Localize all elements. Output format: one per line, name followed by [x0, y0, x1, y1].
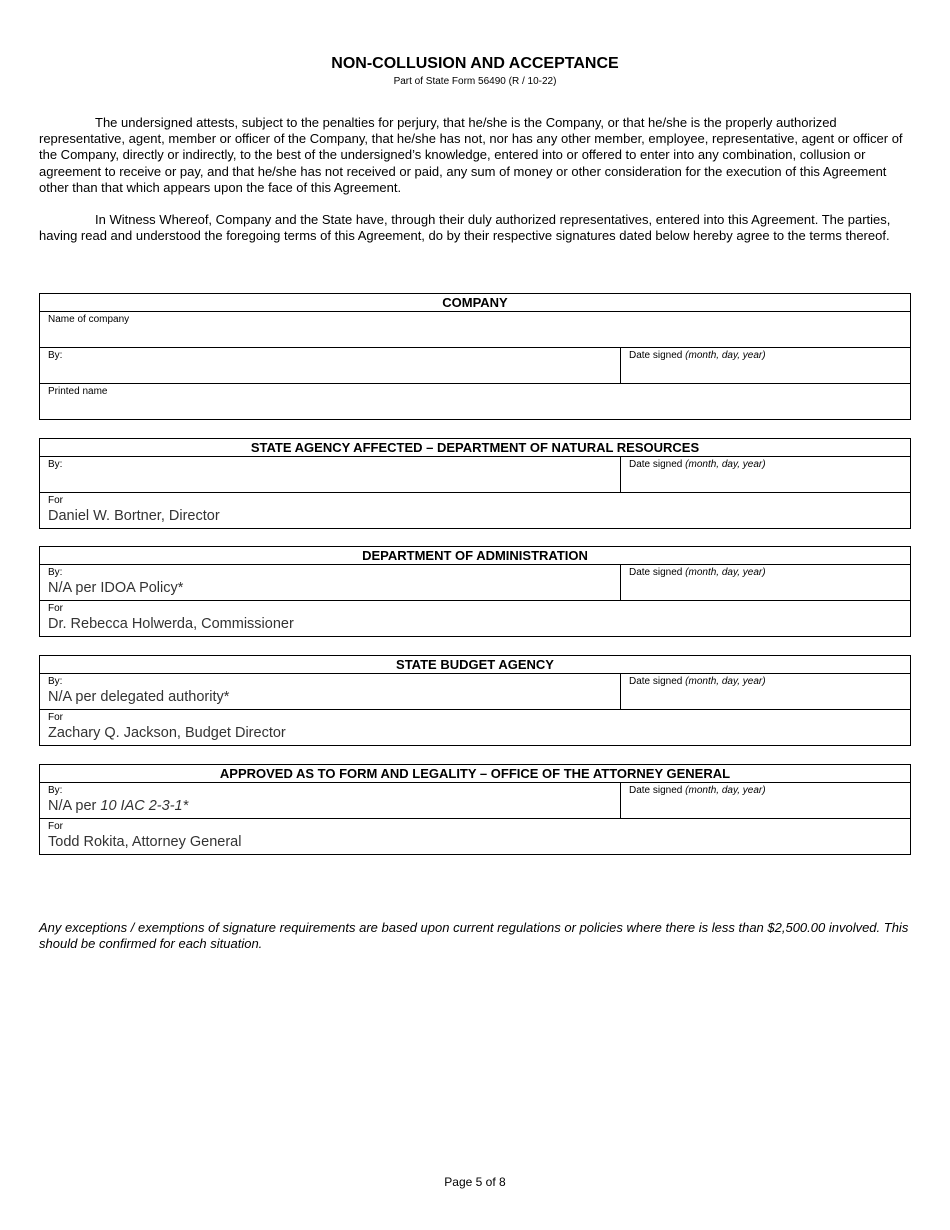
company-date-field[interactable]: [620, 348, 910, 383]
company-signature-row: [40, 348, 910, 384]
sba-signature-row: [40, 674, 910, 710]
company-section-title: COMPANY: [40, 294, 910, 312]
dnr-date-field[interactable]: [620, 457, 910, 492]
ag-for-value: Todd Rokita, Attorney General: [48, 834, 242, 850]
sba-for-label: For: [48, 712, 63, 723]
dnr-for-field: [40, 493, 910, 528]
idoa-for-field: [40, 601, 910, 636]
ag-date-field[interactable]: [620, 783, 910, 818]
dnr-for-value: Daniel W. Bortner, Director: [48, 508, 220, 524]
exemption-note: Any exceptions / exemptions of signature requirements are based upon current regulations or policies where there is less than $2,500.00 involved. This should be confirmed for each situation.: [39, 920, 909, 952]
ag-by-value: N/A per 10 IAC 2-3-1*: [48, 798, 189, 814]
idoa-by-value: N/A per IDOA Policy*: [48, 580, 184, 596]
dnr-for-row: [40, 493, 910, 528]
ag-signature-row: [40, 783, 910, 819]
idoa-date-label: Date signed (month, day, year): [629, 567, 766, 578]
sba-by-field[interactable]: [40, 674, 620, 709]
company-printed-name-row: [40, 384, 910, 419]
dnr-section: [39, 438, 911, 529]
ag-for-row: [40, 819, 910, 854]
sba-section: [39, 655, 911, 746]
sba-date-label: Date signed (month, day, year): [629, 676, 766, 687]
idoa-section: [39, 546, 911, 637]
idoa-signature-row: [40, 565, 910, 601]
idoa-for-label: For: [48, 603, 63, 614]
company-by-label: By:: [48, 350, 63, 361]
ag-by-field[interactable]: [40, 783, 620, 818]
witness-paragraph: [39, 212, 911, 244]
dnr-by-field[interactable]: [40, 457, 620, 492]
ag-date-label: Date signed (month, day, year): [629, 785, 766, 796]
ag-for-label: For: [48, 821, 63, 832]
sba-section-title: STATE BUDGET AGENCY: [40, 656, 910, 674]
dnr-by-label: By:: [48, 459, 63, 470]
sba-for-row: [40, 710, 910, 745]
dnr-date-label: Date signed (month, day, year): [629, 459, 766, 470]
attestation-text: The undersigned attests, subject to the penalties for perjury, that he/she is the Company, or that he/she is the properly authorized representative, agent, member or officer of the Company, that he/she has not, nor has any other member, employee, representative, agent or officer of the Company, directly or indirectly, to the best of the undersigned’s knowledge, entered into or offered to enter into any combination, collusion or agreement to receive or pay, and that he/she has not received or paid, any sum of money or other consideration for the execution of this Agreement other than that which appears upon the face of this Agreement.: [39, 115, 903, 195]
idoa-for-value: Dr. Rebecca Holwerda, Commissioner: [48, 616, 294, 632]
idoa-section-title: DEPARTMENT OF ADMINISTRATION: [40, 547, 910, 565]
witness-text: In Witness Whereof, Company and the State have, through their duly authorized representatives, entered into this Agreement. The parties, having read and understood the foregoing terms of this Agreement, do by their respective signatures dated below hereby agree to the terms thereof.: [39, 212, 891, 244]
idoa-for-row: [40, 601, 910, 636]
sba-for-value: Zachary Q. Jackson, Budget Director: [48, 725, 286, 741]
sba-for-field: [40, 710, 910, 745]
ag-section: [39, 764, 911, 855]
company-name-field[interactable]: [40, 312, 910, 347]
form-number: Part of State Form 56490 (R / 10-22): [393, 76, 557, 87]
company-by-field[interactable]: [40, 348, 620, 383]
idoa-by-label: By:: [48, 567, 63, 578]
dnr-section-title: STATE AGENCY AFFECTED – DEPARTMENT OF NATURAL RESOURCES: [40, 439, 910, 457]
ag-section-title: APPROVED AS TO FORM AND LEGALITY – OFFICE OF THE ATTORNEY GENERAL: [40, 765, 910, 783]
ag-citation: 10 IAC 2-3-1*: [100, 798, 189, 814]
attestation-paragraph: [39, 115, 911, 196]
idoa-by-field[interactable]: [40, 565, 620, 600]
company-date-label: Date signed (month, day, year): [629, 350, 766, 361]
ag-for-field: [40, 819, 910, 854]
company-printed-name-field[interactable]: [40, 384, 910, 419]
dnr-for-label: For: [48, 495, 63, 506]
page-title: NON-COLLUSION AND ACCEPTANCE: [331, 55, 619, 72]
sba-by-label: By:: [48, 676, 63, 687]
ag-by-label: By:: [48, 785, 63, 796]
sba-by-value: N/A per delegated authority*: [48, 689, 230, 705]
sba-date-field[interactable]: [620, 674, 910, 709]
company-name-label: Name of company: [48, 314, 130, 325]
dnr-signature-row: [40, 457, 910, 493]
company-name-row: [40, 312, 910, 348]
company-section: [39, 293, 911, 420]
page-number: Page 5 of 8: [444, 1175, 506, 1189]
printed-name-label: Printed name: [48, 386, 108, 397]
idoa-date-field[interactable]: [620, 565, 910, 600]
